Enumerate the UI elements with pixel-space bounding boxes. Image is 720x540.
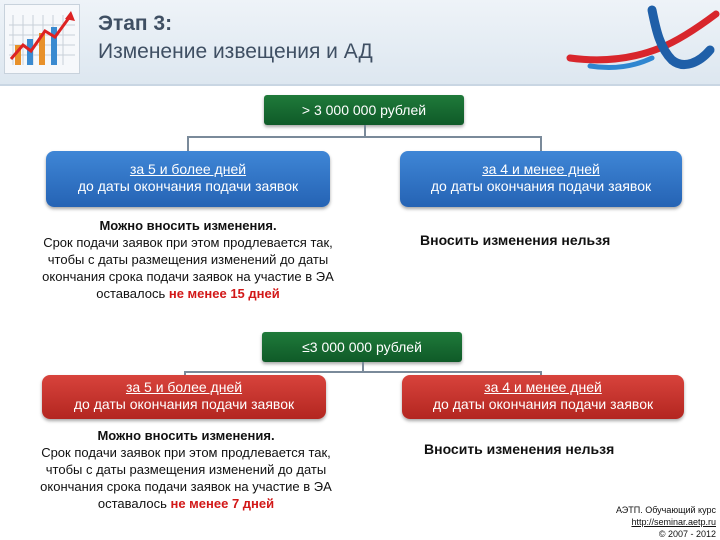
change-allowed-description [18, 217, 358, 302]
min-days-highlight: не менее 7 дней [170, 496, 275, 511]
course-footer [616, 504, 716, 540]
stage-subtitle: Изменение извещения и АД [98, 40, 373, 63]
desc-line: Срок подачи заявок при этом продлевается так, [41, 445, 331, 460]
option-title: за 4 и менее дней [482, 161, 600, 177]
desc-text: оставалось [96, 286, 169, 301]
connector-line [540, 136, 542, 151]
option-title: за 5 и более дней [129, 161, 247, 177]
threshold-under-3m: ≤3 000 000 рублей [262, 332, 462, 362]
growth-chart-logo [4, 4, 80, 74]
desc-heading: Можно вносить изменения. [99, 218, 277, 233]
brand-swoosh-logo [560, 0, 720, 84]
option-5-days-box [46, 151, 330, 207]
option-4-days-box [400, 151, 682, 207]
desc-line: чтобы с даты размещения изменений до даты [45, 462, 327, 477]
option-5-days-box [42, 375, 326, 419]
option-title: за 5 и более дней [125, 379, 243, 395]
desc-line: окончания срока подачи заявок на участие в ЭА [40, 479, 332, 494]
option-subtitle: до даты окончания подачи заявок [432, 396, 654, 412]
desc-text: оставалось [97, 496, 171, 511]
connector-line [187, 136, 189, 151]
footer-course-name: АЭТП. Обучающий курс [615, 505, 716, 515]
change-allowed-description [16, 427, 356, 512]
desc-line: чтобы с даты размещения изменений до даты [47, 252, 329, 267]
min-days-highlight: не менее 15 дней [168, 286, 280, 301]
option-title: за 4 и менее дней [484, 379, 602, 395]
desc-line [18, 285, 358, 302]
option-subtitle: до даты окончания подачи заявок [430, 178, 652, 194]
desc-line: окончания срока подачи заявок на участие в ЭА [42, 269, 334, 284]
option-subtitle: до даты окончания подачи заявок [77, 178, 299, 194]
connector-line [187, 136, 542, 138]
change-forbidden-text: Вносить изменения нельзя [420, 232, 611, 248]
footer-copyright: © 2007 - 2012 [658, 529, 716, 539]
desc-heading: Можно вносить изменения. [97, 428, 275, 443]
header-divider [0, 84, 720, 86]
stage-title: Этап 3: [98, 12, 173, 35]
change-forbidden-text: Вносить изменения нельзя [424, 441, 615, 457]
connector-line [184, 371, 542, 373]
desc-line: Срок подачи заявок при этом продлевается так, [43, 235, 333, 250]
option-4-days-box [402, 375, 684, 419]
option-subtitle: до даты окончания подачи заявок [73, 396, 295, 412]
desc-line [16, 495, 356, 512]
footer-link[interactable]: http://seminar.aetp.ru [631, 517, 716, 527]
threshold-over-3m: > 3 000 000 рублей [264, 95, 464, 125]
